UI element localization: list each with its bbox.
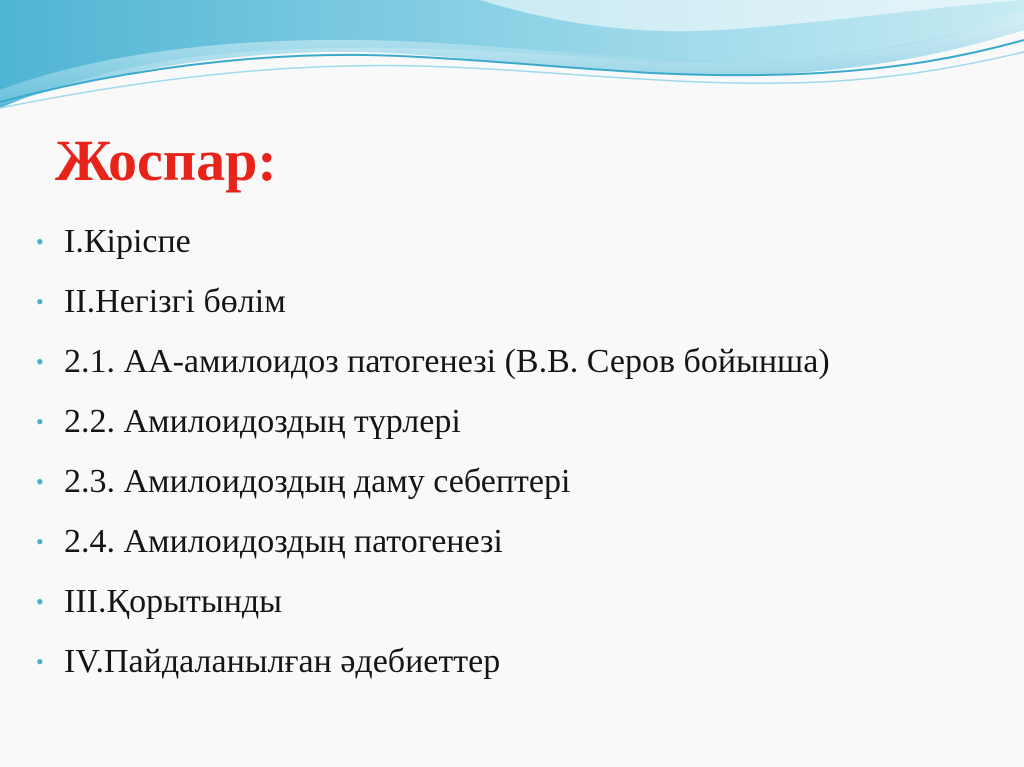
list-item	[36, 222, 936, 261]
bullet-icon: •	[36, 589, 44, 614]
list-item-text: 2.2. Амилоидоздың түрлері	[64, 403, 461, 440]
list-item-text: I.Кіріспе	[64, 223, 191, 260]
bullet-icon: •	[36, 469, 44, 494]
bullet-icon: •	[36, 529, 44, 554]
list-item	[36, 462, 936, 501]
list-item-text: 2.1. АА-амилоидоз патогенезі (В.В. Серов бойынша)	[64, 343, 830, 380]
list-item-text: IV.Пайдаланылған әдебиеттер	[64, 643, 501, 680]
list-item	[36, 342, 936, 381]
list-item-text: III.Қорытынды	[64, 583, 283, 620]
bullet-icon: •	[36, 229, 44, 254]
list-item	[36, 582, 936, 621]
bullet-icon: •	[36, 349, 44, 374]
list-item	[36, 522, 936, 561]
header-wave-decoration	[0, 0, 1024, 130]
list-item-text: 2.3. Амилоидоздың даму себептері	[64, 463, 571, 500]
bullet-icon: •	[36, 289, 44, 314]
list-item-text: II.Негізгі бөлім	[64, 283, 286, 320]
list-item	[36, 282, 936, 321]
slide-title: Жоспар:	[55, 128, 277, 193]
list-item-text: 2.4. Амилоидоздың патогенезі	[64, 523, 503, 560]
bullet-icon: •	[36, 409, 44, 434]
bullet-icon: •	[36, 649, 44, 674]
plan-list	[36, 222, 936, 702]
list-item	[36, 402, 936, 441]
list-item	[36, 642, 936, 681]
